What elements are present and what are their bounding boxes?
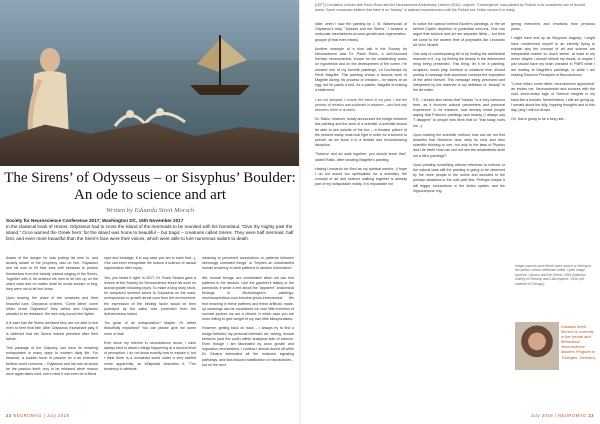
author-photo (515, 322, 559, 370)
page-number: 23 (588, 413, 594, 418)
title-line-2: An ode to science and art (73, 187, 227, 203)
paragraph: I might have end up as Sisyphus' tragedy; I might have condemned myself to an eternity trying to explain why the concept of art and science are inseparable makes so much sense, at least in my world. Maybe I should rethink my thesis, or maybe I just should have my brain checked in PMRI while I am looking at Magritte's paintings, or while I am reading Ramon's Principles of Neuroscience. (511, 36, 595, 77)
paragraph: Another example of a nice talk in the Society for Neuroscience was Dr. Paolo Rokic, a well-honored Serbian neuroscientist, known for his outstanding works on hypothesis and on the development of the cortex. He showed one of my favorite paintings, La Duchamps by René Magritte. This painting shows a famous work of Magritte during his process of creation – he stares at an egg, but he paints a bird. As a painter, Magritte is making a statement: (315, 46, 407, 93)
column-1 (6, 256, 98, 381)
paragraph: Ever since my interest in neuroscience arose, I have always tried to discern things happening at a second level of perception. I do not know exactly how to explain it, but I think there is a wonderful world under a very rarified mean apparently, as Wikipedia describes it, "The tendency to attribute (104, 340, 196, 371)
column-5 (413, 22, 505, 198)
column-6 (511, 22, 595, 126)
author-bio: Eduarda Streit Morsch is currently in the Neural and Behavioral Neuroscience Masters Program in Tübingen, Germany. (561, 324, 597, 360)
paragraph: This passage of the Odyssey can have its meaning extrapolated in many ways to modern daily life. For instance, a sudden burst of passion for a an extensive believe could consume – Odysseus and his men at would be the passion itself; only to be released when reason once again takes hold, one’s mind it can even be a literal (6, 346, 98, 377)
article-title (0, 170, 300, 204)
byline: Written by Eduarda Streit Morsch (106, 207, 194, 214)
paragraph: "Come hither, come hither, neuroscience apprentice" art invites me. Neuroscientist and sources with the cold, stone-sharp logic of Science weights in my back like a boulder. Nevertheless, I still am going up. I remark aloud the silly, hopping thoughts and to this day, ping I will not drown. (511, 82, 595, 113)
footer-left (6, 413, 69, 418)
paragraph: Upon reading the scientific method, how can we not find beautiful that Newton's laws obey its tons and then scientific thinking to one, but only to the laws of Physics and Life itself! How can one not see the art/aesthetic shell out a life's paintings? (413, 132, 505, 158)
column-4 (315, 22, 407, 192)
footer-text: July 2018 | NEUROMAG (530, 413, 587, 418)
paragraph: Oh, this is going to be a long ride... (511, 117, 567, 122)
title-line-1: The Sirens’ of Odysseus – or Sisyphus’ Boulder: (4, 170, 296, 186)
paragraph: gering memories and emotions from previous years... (511, 22, 595, 32)
quote: I am not dumped; I convey the future in my past. I see the process of creation and sublimate in advance – and that only becomes richer in an artist. (315, 97, 407, 113)
ship-icon (185, 30, 255, 100)
column-2 (104, 256, 196, 376)
paragraph: slide, when I saw the painting by J. W. Waterhouse of Odysseus’s ship, "Ulysses and the Sirens", I became a molecular-mechanisms-of-axon-growth-and-regeneration groupie (if that even exists). (315, 22, 407, 42)
page-number: 22 (6, 413, 12, 418)
paragraph: It is said that the Sirens declared they are not able to live even to their final fate. After Odysseus’ triumphant play, it is believed that the Sirens indeed perished after their failure. (6, 321, 98, 341)
paragraph: Too great of an extrapolation? Maybe. Or rather beautifully explained? You can please give me some more of that! (104, 321, 196, 336)
footer-text: NEUROMAG | July 2018 (13, 413, 70, 418)
paragraph: to notice the science behind Escher's paintings, or the art behind Cajal's depiction of pyramidal neurons. One can argue that science and art are separate fields – but then we come to the ancient time of polymaths like Leonardo da Vinci himself. (413, 22, 505, 47)
image-caption: [LEFT] Circulation Lecture with Paolo Rossi and the Neuroscience Anniversary Lecture (2016). Legend: "Convergence" was painted by Pollock in its considered one of its best works. Some consensus believe that there is no "beauty" in abstract expressionism until the Pollock era. Dollar version it in many. (315, 3, 585, 12)
paragraph: Having Leonardo da Vinci as my spiritual mentor, (I hope I do not sound too spiritualistic for a scientist), the concept of art and science walking together is already part of my indisputable reality. It is impossible not (315, 166, 407, 187)
paragraph: meaning to perceived connections or patterns between seemingly unrelated things" or "Implies an unwarranted human tendency to seek patterns in random information". (202, 256, 294, 271)
intro (6, 218, 294, 242)
paragraph: Aware of the danger he was putting his men in, and acutely aware of the prophecy cast on him, Odysseus told his men to fill their ears with beeswax to protect themselves from the beauty, wicked singing of the Sirens. Together with it, he ordered his men to tie him up on the ship’s mast and no matter what he would scream or beg, they were not to let him loose. (6, 256, 98, 292)
intro-text: In the classical book of Homer, Odysseus had to cross the island of the mermaids to be reunited with his homeland. “Dive thy mighty past the island,” Circe warned the Greek hero: for the island was home to beautiful – but tragic – creatures called Sirens. They were half mermaid, half bird, and even more beautiful than the Siren’s face were their voices, which were able to lure numerous sailors to death. (6, 224, 294, 241)
paragraph: "Science and art walk together, you should know that", added Rakic, after showing Magritte's painting. (315, 152, 407, 162)
intro-heading: Society for Neuroscience Conference 2017; Washington DC, 15th November 2017 (6, 218, 184, 223)
image-credits (515, 264, 595, 286)
paragraph: However, getting back on track – I always try to find a bridge between my personal interests: art, writing, human behavior (and the code) within analytical side of science. Even though I am fascinated by axon growth and regulation mechanisms, I confess I almost dozed off while Dr. Sinatra delineated all the molecule signaling pathways, and fast-induced stabilization of microtubules... but on the next (202, 326, 294, 367)
paragraph: Yes, you heard it right! In 2017, Dr. Frank Sinatra gave a lecture at the Society for Neuroscience about his work on axonal growth following injury. To make a long story short, he compared severed axons to Odysseus on the mast, unresponsive to growth arrest cues from the environment; the expression of the binding factor would be then portrayed by the sailor wax protection from the Anthemoessa Island. (104, 275, 196, 317)
image-credits-text: Image sources were found open source or belong to the author, unless otherwise noted. Open image sources: Ulysses and the Sirens, 1891 (National Gallery of Victoria) and Clairvoyance, 1936 (Art Institute of Chicago). (515, 264, 592, 286)
footer-right (531, 413, 594, 418)
column-3 (202, 256, 294, 372)
paragraph: P.S.: I should also stress that "beauty" is a very nebulous term, as it involves cultural parameters and personal experience. If, for instance, how already heard people saying that Pollock's paintings lack beauty (I always say "I disagree" to people who think that lol "that today hurts me...) (413, 97, 505, 128)
paragraph: Upon painting something without reference to science or the natural laws still the painting is going to be observed by the more people in the online and decoded to the primary situations in the cold path line. Perhaps maybe it will trigger connections in the limbic system and the hippocampus, trig- (413, 162, 505, 193)
paragraph: Dr. Rakic, however, boldly announced the bridge between this painting and the work of a scientist. A scientist should be able to see outside of the box – a broader picture of the present reality must look right in order for a science to prevail, as we know it in a flexible and revolutionizing discipline. (315, 117, 407, 148)
paragraph: One way of contemplating Art is by finding the aesthetical essence to it, e.g. by finding the beauty in the determined thing being presented. This thing, let it be a painting, sculpture, music play, furniture or whatever else, should portray a message that somehow conveys the inspiration of the artist himself. This message being perceived and interpreted by the observer is my definition of "beauty" in the art realm. (413, 52, 505, 93)
paragraph: Upon hearing the chant of the creatures and their beautiful tune, Odysseus ordered, “Come hither, come hither, brave Odysseus!” they called; and Odysseus pleaded to be released. His men only bound him tighter. (6, 296, 98, 317)
hero-painting (0, 0, 300, 166)
paragraph: rope and bondage, if in any case you are in each that...). One can even extrapolate the reason a science of causal regeneration after injury. (104, 256, 196, 271)
paragraph: We, human beings, are comfortable when we can find patterns in the random. Like the gambler's fallacy or the pareidolia; it wrote a text about the "apparent" anatomical findings in Michelangelo's paintings: neuroscapholicus.com.br/sobre-jesus-emboreaios/. We find meaning in these patterns and these artificial, made-up meanings can be considered our own little invention of survival system: we are a vibrant, in which case you are more willing to give weight of my own little idiosyncrasies. (202, 275, 294, 322)
